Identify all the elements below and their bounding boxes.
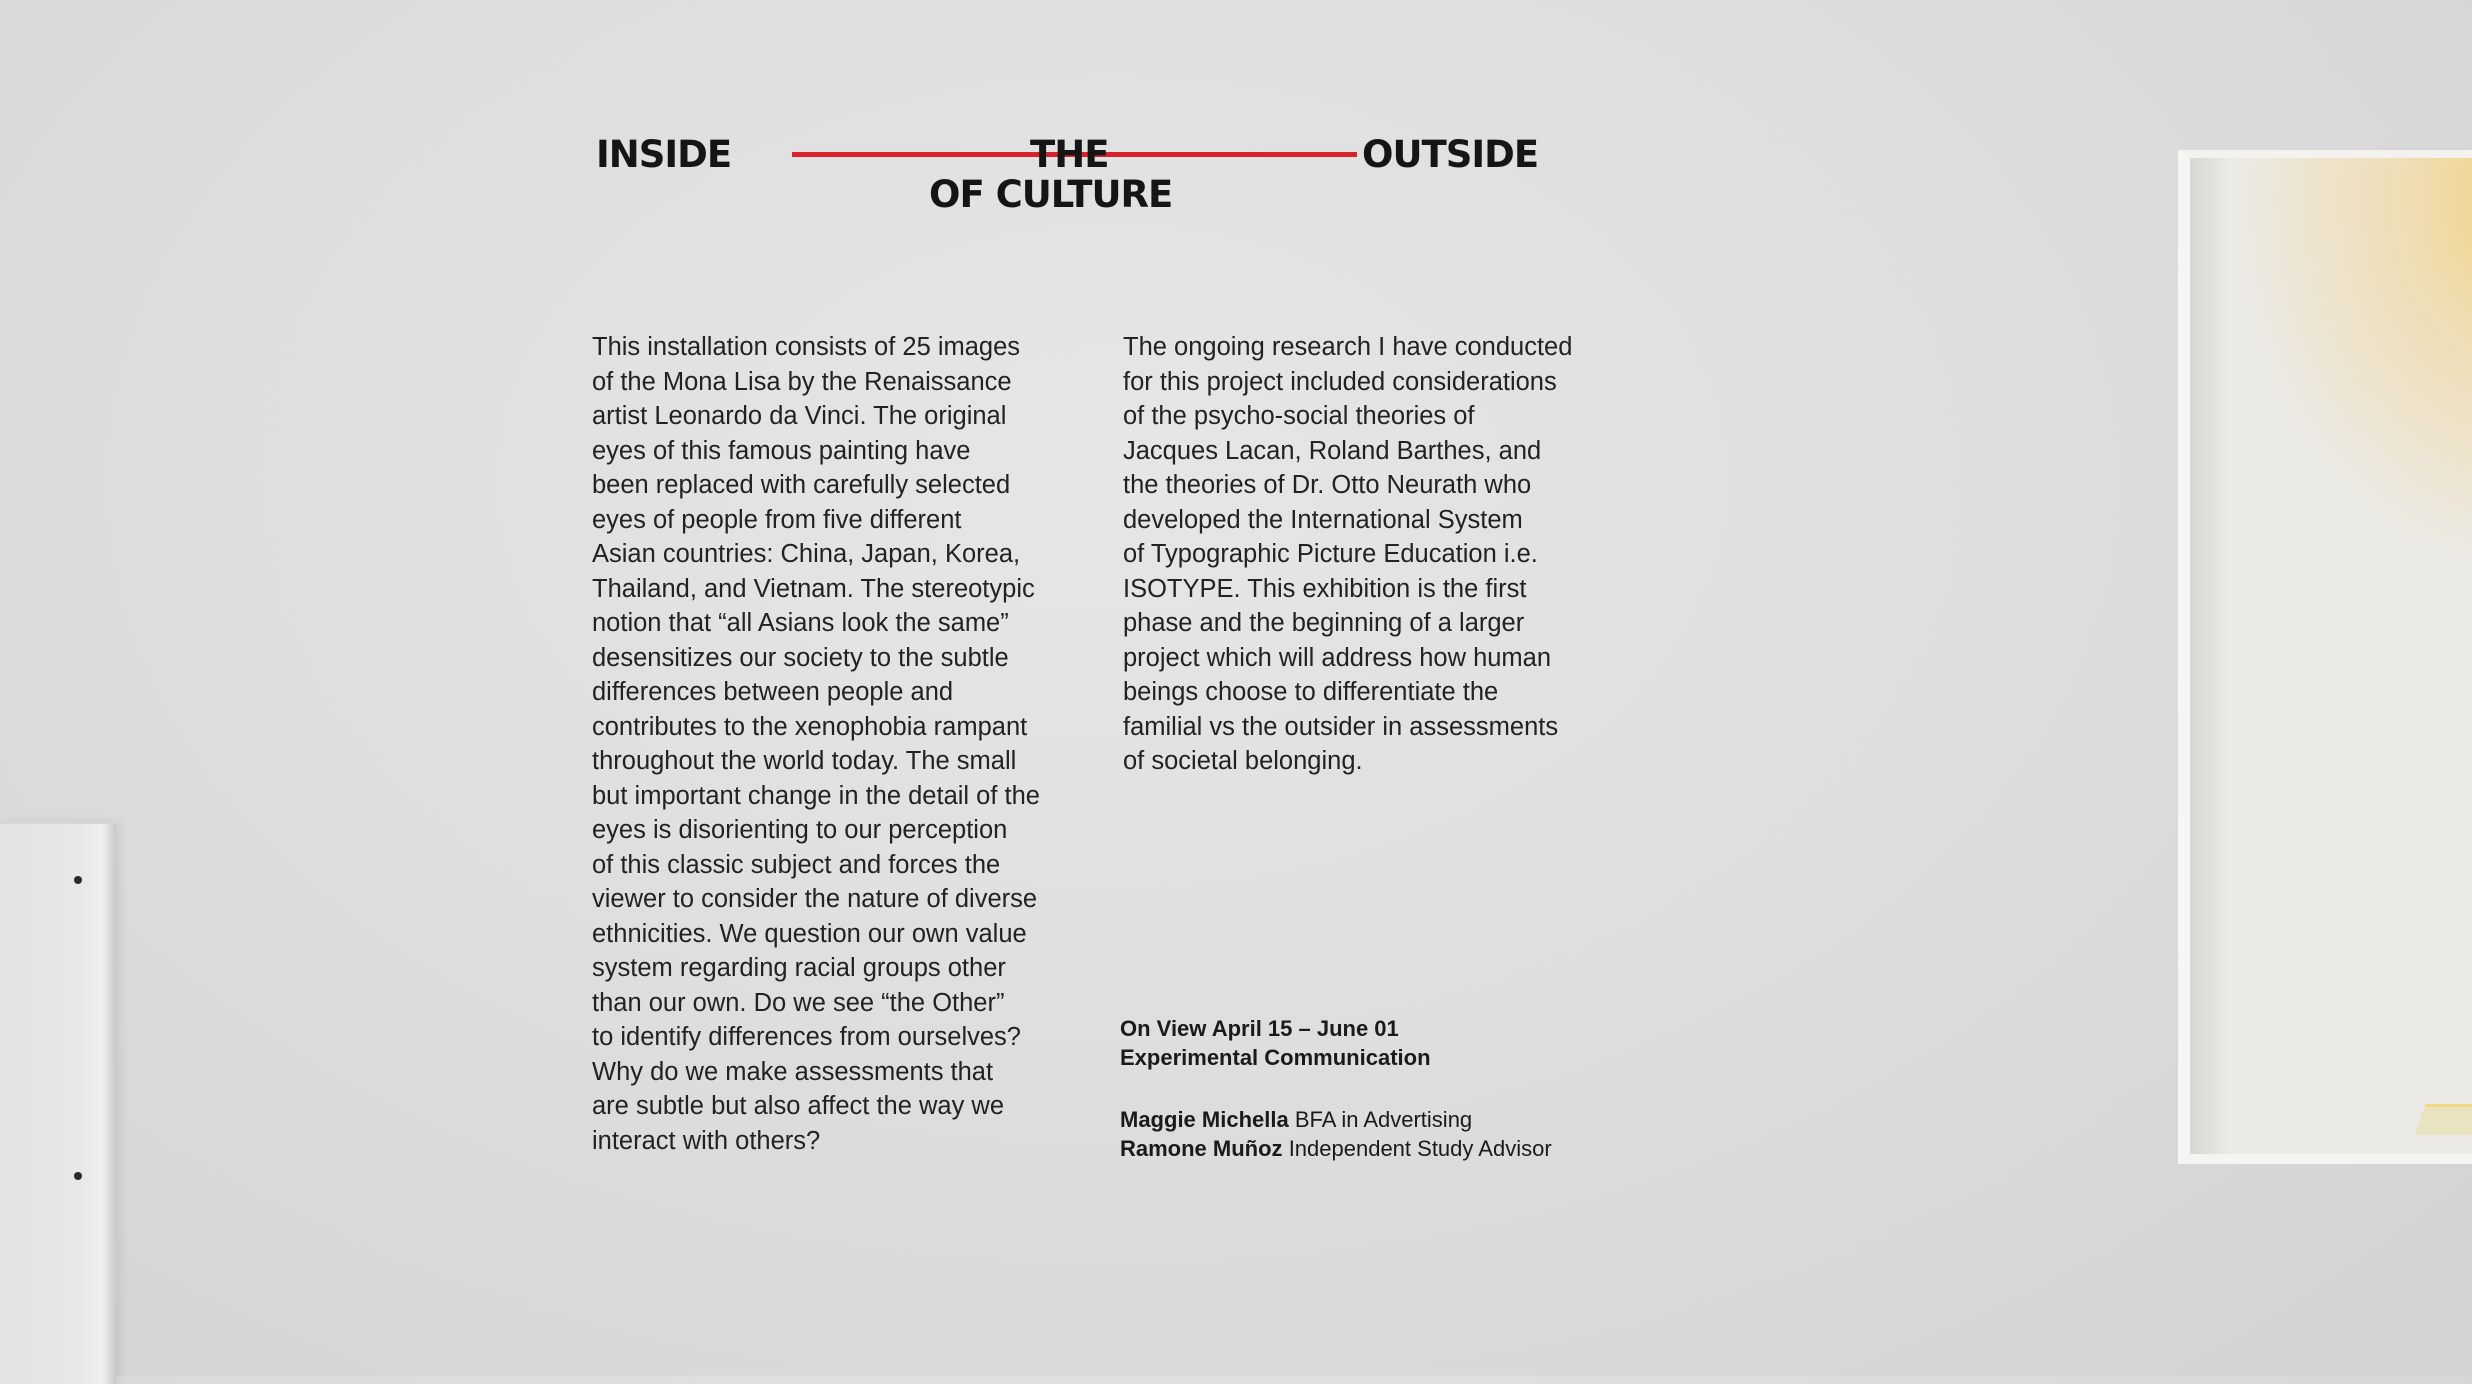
exhibition-dates: On View April 15 – June 01 <box>1120 1016 1399 1041</box>
credit-role: BFA in Advertising <box>1294 1107 1473 1132</box>
niche-light <box>2230 158 2472 578</box>
credit-line <box>1120 1105 1472 1134</box>
niche-shadow <box>2190 158 2230 1154</box>
credit-line <box>1120 1134 1552 1163</box>
title-word-the: THE <box>1030 133 1109 176</box>
statement-left-column: This installation consists of 25 images of the Mona Lisa by the Renaissance artist Leonardo da Vinci. The original eyes of this famous painting have been replaced with carefully selected eyes of people from five different Asian countries: China, Japan, Korea, Thailand, and Vietnam. The stereotypic notion that “all Asians look the same” desensitizes our society to the subtle differences between people and contributes to the xenophobia rampant throughout the world today. The small but important change in the detail of the eyes is disorienting to our perception of this classic subject and forces the viewer to consider the nature of diverse ethnicities. We question our own value system regarding racial groups other than our own. Do we see “the Other” to identify differences from ourselves? Why do we make assessments that are subtle but also affect the way we interact with others? <box>592 333 1040 1155</box>
wall-panel <box>0 822 116 1384</box>
credit-role: Independent Study Advisor <box>1288 1136 1552 1161</box>
statement-right-column: The ongoing research I have conducted for this project included considerations of the psycho-social theories of Jacques Lacan, Roland Barthes, and the theories of Dr. Otto Neurath who developed the International System of Typographic Picture Education i.e. ISOTYPE. This exhibition is the first phase and the beginning of a larger project which will address how human beings choose to differentiate the familial vs the outsider in assessments of societal belonging. <box>1123 333 1573 775</box>
title-line-culture: OF CULTURE <box>929 173 1173 216</box>
screw <box>74 1172 82 1180</box>
program-name: Experimental Communication <box>1120 1045 1431 1070</box>
title-word-outside: OUTSIDE <box>1362 133 1539 176</box>
credit-name: Maggie Michella <box>1120 1107 1289 1132</box>
title-word-inside: INSIDE <box>596 133 732 176</box>
credit-name: Ramone Muñoz <box>1120 1136 1283 1161</box>
screw <box>74 876 82 884</box>
exhibition-title <box>594 128 1618 218</box>
wall-niche <box>2178 150 2472 1164</box>
niche-object <box>2414 1104 2472 1135</box>
